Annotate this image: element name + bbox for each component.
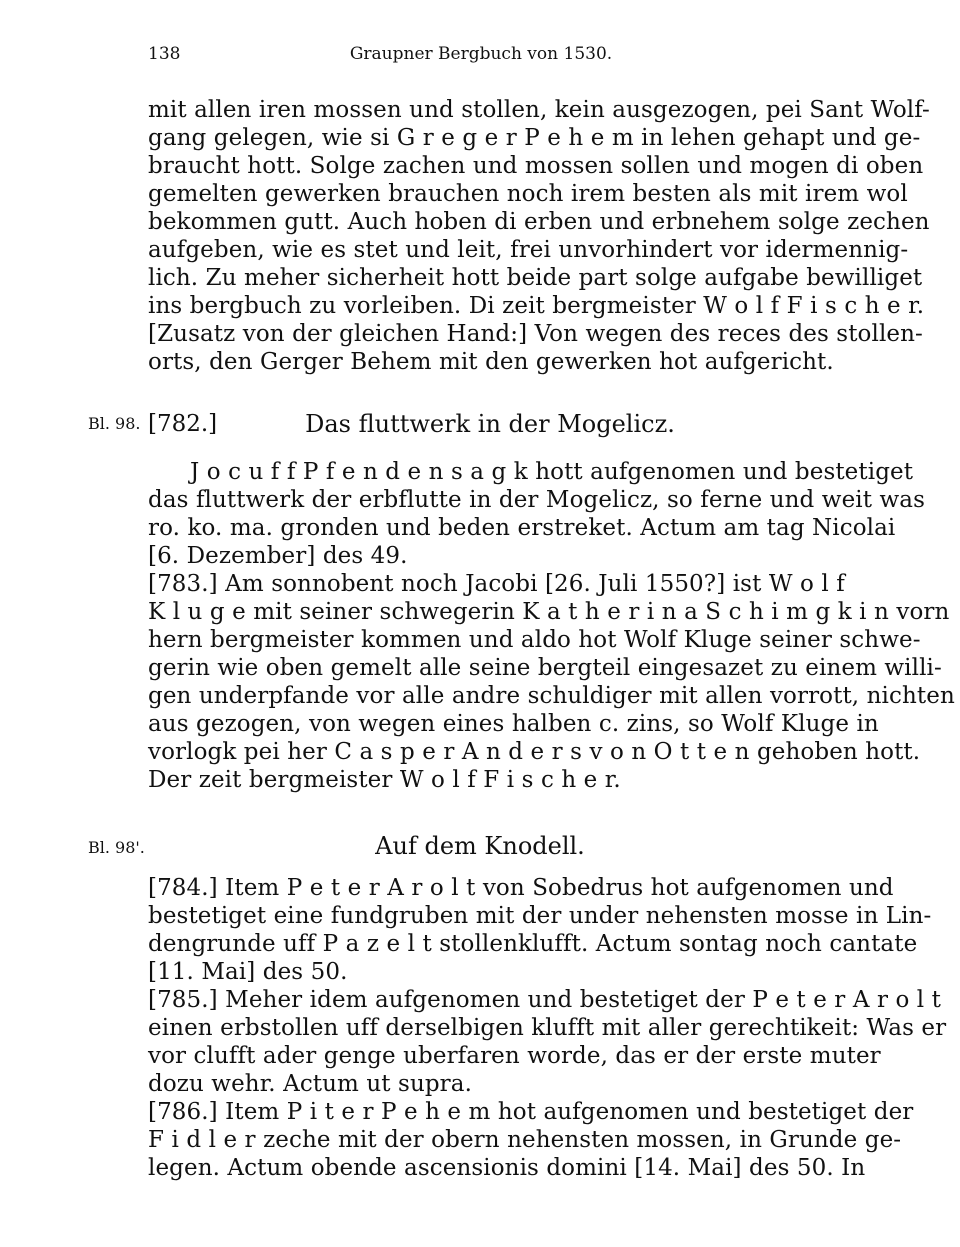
text-line: einen erbstollen uff derselbigen klufft mit aller gerechtikeit: Was er [148,1015,947,1041]
text-line: J o c u f f P f e n d e n s a g k hott aufgenomen und bestetiget [190,459,914,485]
text-line: bekommen gutt. Auch hoben di erben und erbnehem solge zechen [148,209,930,235]
text-line: Der zeit bergmeister W o l f F i s c h e r. [148,767,621,793]
text-line: [785.] Meher idem aufgenomen und bestetiget der P e t e r A r o l t [148,987,942,1013]
text-line: gerin wie oben gemelt alle seine bergteil eingesazet zu einem willi- [148,655,942,681]
text-line: aufgeben, wie es stet und leit, frei unvorhindert vor idermennig- [148,237,909,263]
text-line: [783.] Am sonnobent noch Jacobi [26. Juli 1550?] ist W o l f [148,571,845,597]
text-line: ins bergbuch zu vorleiben. Di zeit bergmeister W o l f F i s c h e r. [148,293,925,319]
text-line: vor clufft ader genge uberfaren worde, das er der erste muter [148,1043,881,1069]
text-line: lich. Zu meher sicherheit hott beide part solge aufgabe bewilliget [148,265,923,291]
entry-number: [782.] [148,411,218,437]
text-line: aus gezogen, von wegen eines halben c. zins, so Wolf Kluge in [148,711,879,737]
text-line: gemelten gewerken brauchen noch irem besten als mit irem wol [148,181,908,207]
text-line: K l u g e mit seiner schwegerin K a t h e r i n a S c h i m g k i n vorn [148,599,950,625]
running-title: Graupner Bergbuch von 1530. [349,44,613,64]
margin-reference: Bl. 98'. [88,838,145,857]
text-line: bestetiget eine fundgruben mit der under nehensten mosse in Lin- [148,903,932,929]
margin-reference: Bl. 98. [88,414,141,433]
running-head [148,44,814,68]
text-line: ro. ko. ma. gronden und beden erstreket. Actum am tag Nicolai [148,515,896,541]
text-line: [Zusatz von der gleichen Hand:] Von wegen des reces des stollen- [148,321,923,347]
text-line: gang gelegen, wie si G r e g e r P e h e m in lehen gehapt und ge- [148,125,921,151]
text-line: vorlogk pei her C a s p e r A n d e r s v o n O t t e n gehoben hott. [148,739,921,765]
text-line: braucht hott. Solge zachen und mossen sollen und mogen di oben [148,153,924,179]
text-line: F i d l e r zeche mit der obern nehensten mossen, in Grunde ge- [148,1127,902,1153]
text-line: dengrunde uff P a z e l t stollenklufft. Actum sontag noch cantate [148,931,918,957]
section-heading: Das fluttwerk in der Mogelicz. [305,410,675,438]
text-line: gen underpfande vor alle andre schuldiger mit allen vorrott, nichten [148,683,955,709]
text-line: mit allen iren mossen und stollen, kein ausgezogen, pei Sant Wolf- [148,97,930,123]
text-line: dozu wehr. Actum ut supra. [148,1071,473,1097]
text-line: hern bergmeister kommen und aldo hot Wolf Kluge seiner schwe- [148,627,921,653]
section-heading: Auf dem Knodell. [375,832,585,860]
text-line: orts, den Gerger Behem mit den gewerken hot aufgericht. [148,349,834,375]
text-line: [784.] Item P e t e r A r o l t von Sobedrus hot aufgenomen und [148,875,894,901]
page-number: 138 [148,44,181,64]
text-line: [11. Mai] des 50. [148,959,348,985]
text-line: das fluttwerk der erbflutte in der Mogelicz, so ferne und weit was [148,487,925,513]
text-line: [786.] Item P i t e r P e h e m hot aufgenomen und bestetiget der [148,1099,914,1125]
text-line: legen. Actum obende ascensionis domini [14. Mai] des 50. In [148,1155,866,1181]
text-line: [6. Dezember] des 49. [148,543,408,569]
